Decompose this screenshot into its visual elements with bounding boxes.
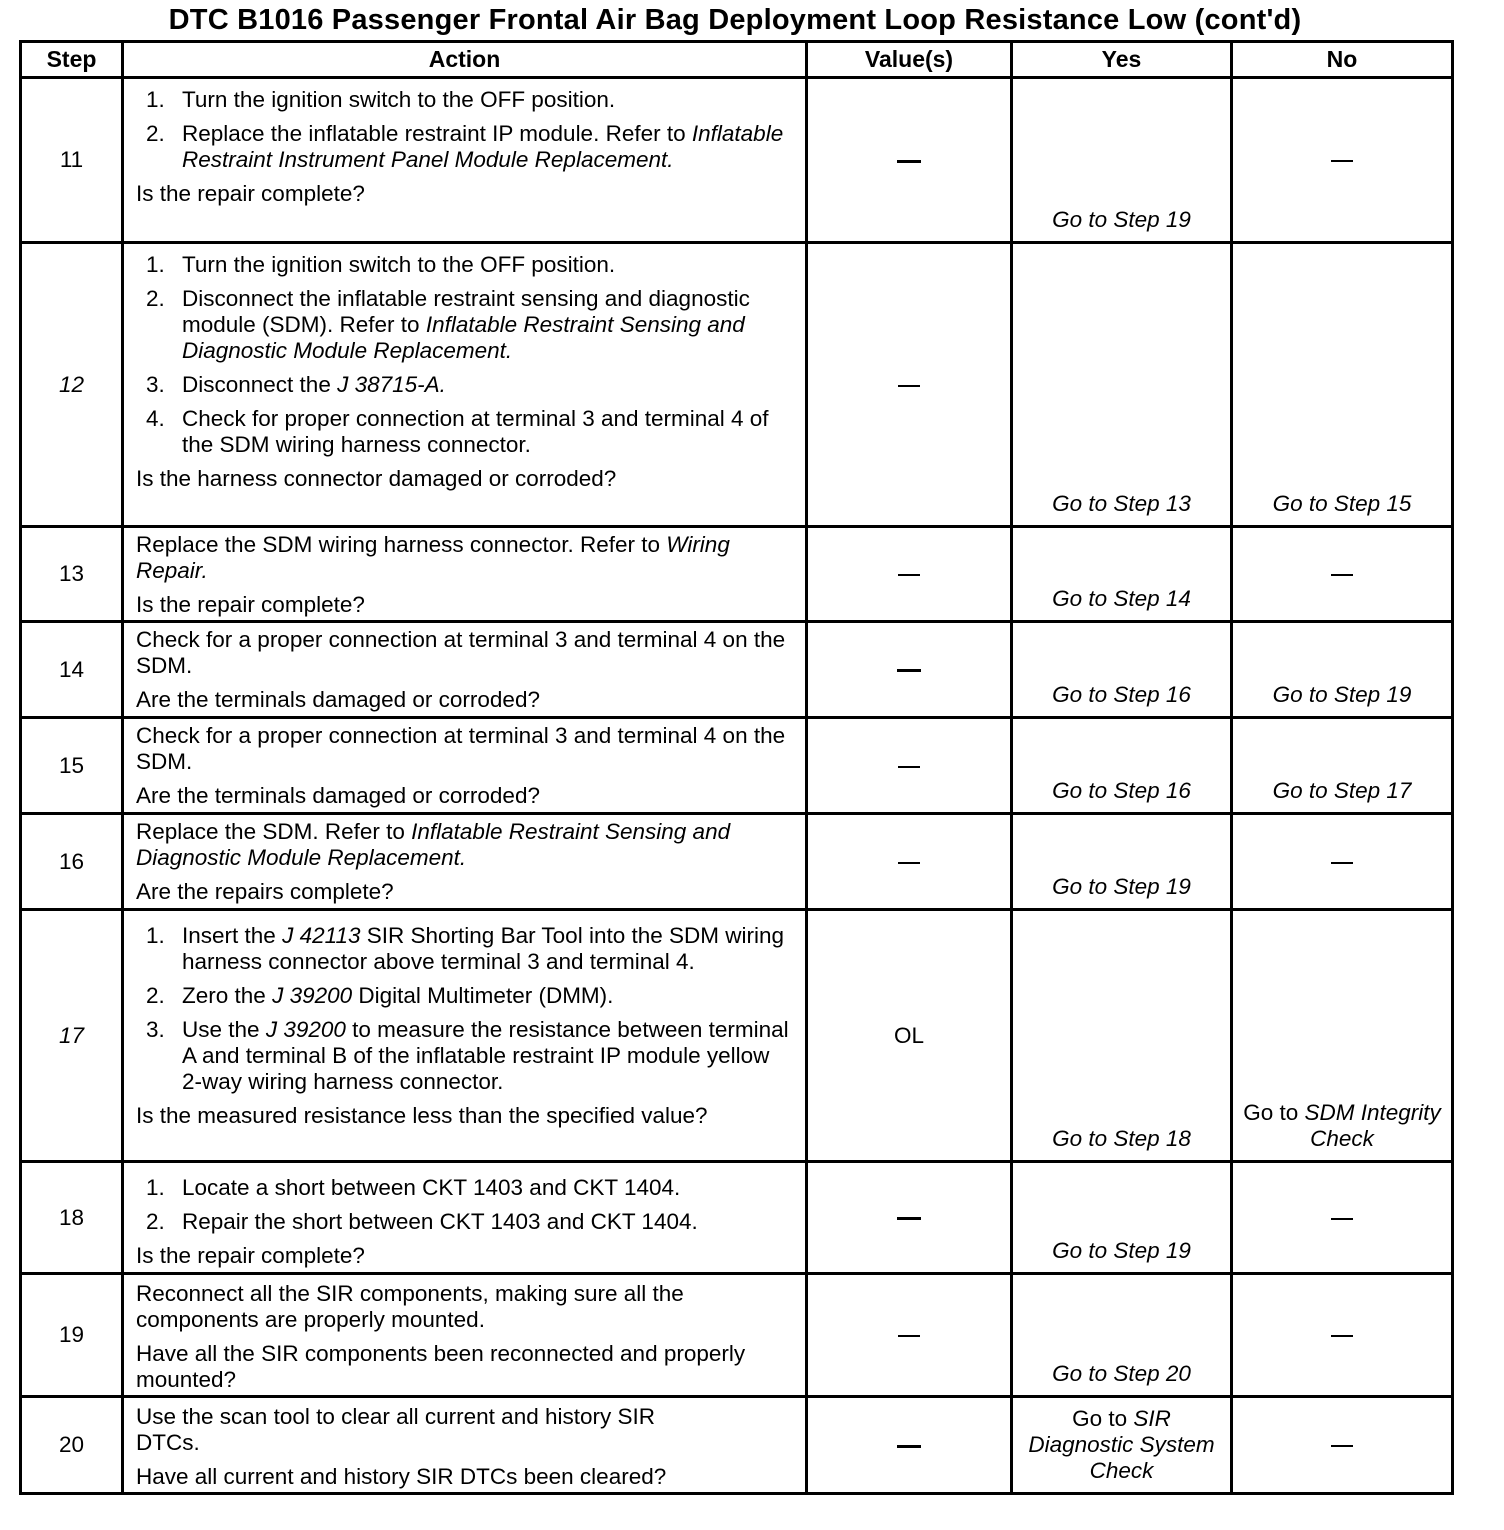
header-yes: Yes xyxy=(1012,42,1232,78)
value-cell xyxy=(807,527,1012,622)
step-number: 19 xyxy=(21,1274,123,1397)
no-cell: Go to SDM Integrity Check xyxy=(1232,910,1453,1162)
no-cell: Go to Step 17 xyxy=(1232,718,1453,814)
reference-link: SIR Diagnostic System Check xyxy=(1028,1406,1215,1483)
action-item: 3. Use the J 39200 to measure the resistance between terminal A and terminal B of the inflatable restraint IP module yellow 2-way wiring harness connector. xyxy=(146,1017,789,1094)
no-cell: Go to Step 19 xyxy=(1232,622,1453,718)
reference-link: Inflatable Restraint Sensing and Diagnostic Module Replacement. xyxy=(136,819,731,870)
dash-value xyxy=(1331,862,1353,864)
header-value: Value(s) xyxy=(807,42,1012,78)
dash-value xyxy=(1331,1218,1353,1220)
action-question: Is the repair complete? xyxy=(136,592,365,617)
yes-cell: Go to Step 19 xyxy=(1012,814,1232,910)
action-item: 2. Replace the inflatable restraint IP module. Refer to Inflatable Restraint Instrument Panel Module Replacement. xyxy=(146,121,784,172)
yes-cell: Go to Step 19 xyxy=(1012,78,1232,243)
value-cell xyxy=(807,1397,1012,1494)
action-item: 1. Insert the J 42113 SIR Shorting Bar Tool into the SDM wiring harness connector above terminal 3 and terminal 4. xyxy=(146,923,785,974)
step-number: 14 xyxy=(21,622,123,718)
action-cell: Replace the SDM wiring harness connector. Refer to Wiring Repair. Is the repair complete? xyxy=(123,527,807,622)
table-row xyxy=(21,910,1453,1162)
action-item: 2. Repair the short between CKT 1403 and CKT 1404. xyxy=(146,1209,698,1234)
action-question: Is the harness connector damaged or corroded? xyxy=(136,466,617,491)
action-question: Have all the SIR components been reconnected and properly mounted? xyxy=(136,1341,746,1392)
step-number: 17 xyxy=(21,910,123,1162)
tool-reference: J 39200 xyxy=(272,983,353,1008)
table-row xyxy=(21,1274,1453,1397)
dash-value xyxy=(898,766,920,768)
value-cell xyxy=(807,1162,1012,1274)
no-cell xyxy=(1232,78,1453,243)
no-cell xyxy=(1232,527,1453,622)
action-question: Is the measured resistance less than the specified value? xyxy=(136,1103,708,1128)
yes-cell: Go to SIR Diagnostic System Check xyxy=(1012,1397,1232,1494)
action-question: Are the terminals damaged or corroded? xyxy=(136,783,540,808)
action-cell xyxy=(123,910,807,1162)
tool-reference: J 42113 xyxy=(282,923,361,948)
yes-cell: Go to Step 18 xyxy=(1012,910,1232,1162)
yes-cell: Go to Step 16 xyxy=(1012,718,1232,814)
dash-value xyxy=(898,385,920,387)
action-item: 3. Disconnect the J 38715-A. xyxy=(146,372,446,397)
reference-link: Inflatable Restraint Sensing and Diagnostic Module Replacement. xyxy=(182,312,745,363)
action-item: 1. Locate a short between CKT 1403 and CKT 1404. xyxy=(146,1175,681,1200)
reference-link: SDM Integrity Check xyxy=(1304,1100,1441,1151)
reference-link: Wiring Repair. xyxy=(136,532,730,583)
step-number: 11 xyxy=(21,78,123,243)
no-cell xyxy=(1232,814,1453,910)
yes-cell: Go to Step 14 xyxy=(1012,527,1232,622)
action-question: Are the terminals damaged or corroded? xyxy=(136,687,540,712)
action-item: 4. Check for proper connection at terminal 3 and terminal 4 of the SDM wiring harness connector. xyxy=(146,406,769,457)
yes-cell: Go to Step 16 xyxy=(1012,622,1232,718)
dash-value xyxy=(897,669,921,672)
tool-reference: J 38715-A. xyxy=(337,372,446,397)
dash-value xyxy=(1331,1335,1353,1337)
value-cell xyxy=(807,814,1012,910)
action-cell: Replace the SDM. Refer to Inflatable Restraint Sensing and Diagnostic Module Replacement. Are the repairs complete? xyxy=(123,814,807,910)
table-row xyxy=(21,718,1453,814)
action-cell: Check for a proper connection at terminal 3 and terminal 4 on the SDM. Are the terminals damaged or corroded? xyxy=(123,718,807,814)
no-cell xyxy=(1232,1162,1453,1274)
yes-cell: Go to Step 13 xyxy=(1012,243,1232,527)
dash-value xyxy=(1331,1445,1353,1447)
no-cell xyxy=(1232,1397,1453,1494)
action-cell: Check for a proper connection at terminal 3 and terminal 4 on the SDM. Are the terminals damaged or corroded? xyxy=(123,622,807,718)
dash-value xyxy=(898,862,920,864)
dash-value xyxy=(897,1217,921,1220)
action-item: 2. Disconnect the inflatable restraint sensing and diagnostic module (SDM). Refer to Inflatable Restraint Sensing and Diagnostic Module Replacement. xyxy=(146,286,750,363)
header-step: Step xyxy=(21,42,123,78)
action-cell xyxy=(123,78,807,243)
page-title: DTC B1016 Passenger Frontal Air Bag Deployment Loop Resistance Low (cont'd) xyxy=(168,4,1302,36)
table-row xyxy=(21,78,1453,243)
table-header-row xyxy=(21,42,1453,78)
value-cell xyxy=(807,622,1012,718)
tool-reference: J 39200 xyxy=(265,1017,346,1042)
action-cell: Reconnect all the SIR components, making sure all the components are properly mounted. Have all the SIR components been reconnected and properly mounted? xyxy=(123,1274,807,1397)
action-cell xyxy=(123,1162,807,1274)
table-row xyxy=(21,243,1453,527)
action-question: Is the repair complete? xyxy=(136,1243,365,1268)
yes-cell: Go to Step 19 xyxy=(1012,1162,1232,1274)
no-cell: Go to Step 15 xyxy=(1232,243,1453,527)
action-item: 2. Zero the J 39200 Digital Multimeter (DMM). xyxy=(146,983,614,1008)
action-question: Is the repair complete? xyxy=(136,181,365,206)
dash-value xyxy=(898,574,920,576)
dash-value xyxy=(1331,574,1353,576)
table-row xyxy=(21,1397,1453,1494)
step-number: 16 xyxy=(21,814,123,910)
step-number: 15 xyxy=(21,718,123,814)
table-row xyxy=(21,527,1453,622)
dash-value xyxy=(1331,160,1353,162)
dash-value xyxy=(897,1445,921,1448)
reference-link: Inflatable Restraint Instrument Panel Module Replacement. xyxy=(182,121,784,172)
step-number: 12 xyxy=(21,243,123,527)
value-cell xyxy=(807,718,1012,814)
value-cell xyxy=(807,78,1012,243)
dash-value xyxy=(898,1335,920,1337)
diagnostic-table xyxy=(19,40,1454,1495)
yes-cell: Go to Step 20 xyxy=(1012,1274,1232,1397)
header-action: Action xyxy=(123,42,807,78)
step-number: 13 xyxy=(21,527,123,622)
table-row xyxy=(21,814,1453,910)
value-cell xyxy=(807,1274,1012,1397)
step-number: 20 xyxy=(21,1397,123,1494)
action-question: Are the repairs complete? xyxy=(136,879,394,904)
no-cell xyxy=(1232,1274,1453,1397)
action-item: 1. Turn the ignition switch to the OFF position. xyxy=(146,252,616,277)
action-cell xyxy=(123,243,807,527)
dash-value xyxy=(897,160,921,163)
value-cell xyxy=(807,243,1012,527)
header-no: No xyxy=(1232,42,1453,78)
action-question: Have all current and history SIR DTCs been cleared? xyxy=(136,1464,667,1489)
table-row xyxy=(21,622,1453,718)
action-cell: Use the scan tool to clear all current and history SIR DTCs. Have all current and history SIR DTCs been cleared? xyxy=(123,1397,807,1494)
value-cell: OL xyxy=(807,910,1012,1162)
action-item: 1. Turn the ignition switch to the OFF position. xyxy=(146,87,616,112)
table-row xyxy=(21,1162,1453,1274)
step-number: 18 xyxy=(21,1162,123,1274)
